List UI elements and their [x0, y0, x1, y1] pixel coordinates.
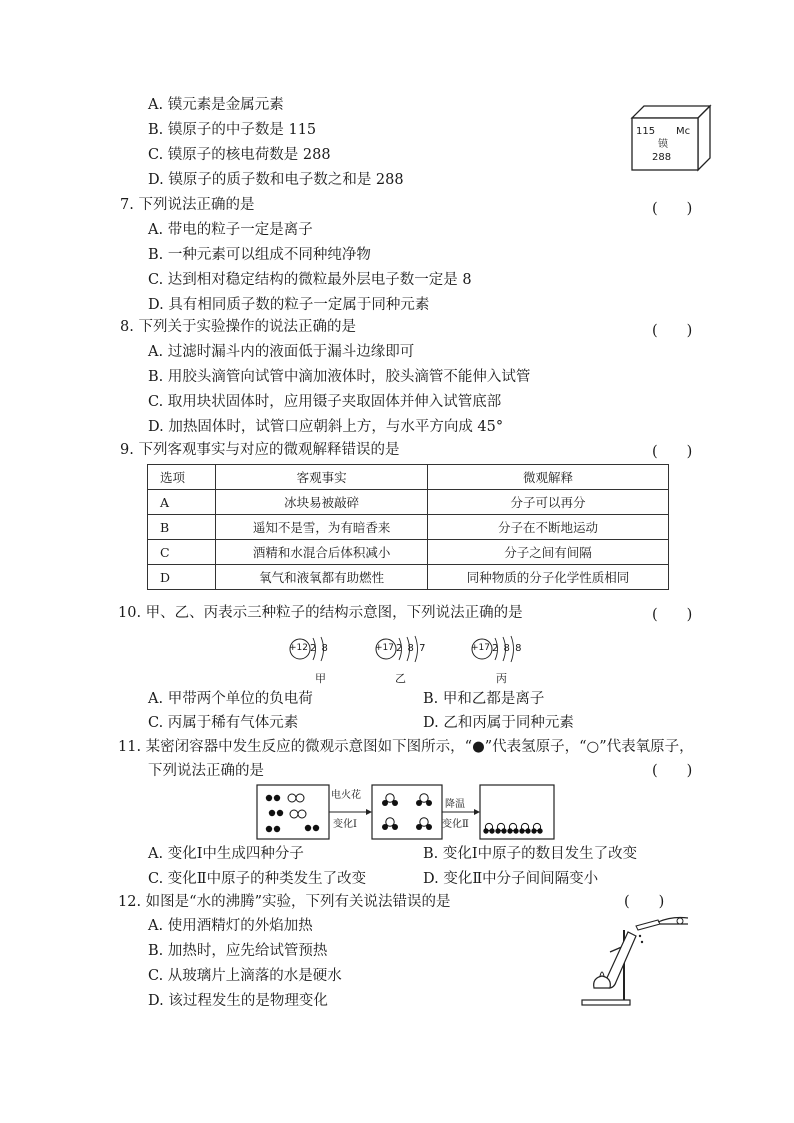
q9-answer-bracket: ( ): [652, 444, 693, 460]
table-cell-fact: 氧气和液氧都有助燃性: [216, 565, 428, 590]
q6-option-a: A. 镆元素是金属元素: [148, 97, 284, 113]
q11-answer-bracket: ( ): [652, 763, 693, 779]
table-cell-option: A: [148, 490, 216, 515]
table-cell-explanation: 分子之间有间隔: [428, 540, 669, 565]
q6-option-c: C. 镆原子的核电荷数是 288: [148, 147, 331, 163]
box-middle: [372, 785, 442, 839]
q7-answer-bracket: ( ): [652, 201, 693, 217]
atom-jia-shells: 2 8: [310, 643, 329, 654]
q11-option-c: C. 变化Ⅱ中原子的种类发生了改变: [148, 871, 367, 887]
table-cell-fact: 遥知不是雪，为有暗香来: [216, 515, 428, 540]
q7-stem: 7. 下列说法正确的是: [120, 197, 255, 213]
table-row: [148, 565, 669, 590]
q10-option-a: A. 甲带两个单位的负电荷: [148, 691, 313, 707]
q12-option-d: D. 该过程发生的是物理变化: [148, 993, 328, 1009]
atom-yi-shells: 2 8 7: [396, 643, 427, 654]
table-cell-fact: 酒精和水混合后体积减小: [216, 540, 428, 565]
table-cell-explanation: 分子在不断地运动: [428, 515, 669, 540]
q10-option-c: C. 丙属于稀有气体元素: [148, 715, 299, 731]
arrow2-top-label: 降温: [445, 799, 465, 810]
q8-stem: 8. 下列关于实验操作的说法正确的是: [120, 319, 356, 335]
q7-option-c: C. 达到相对稳定结构的微粒最外层电子数一定是 8: [148, 272, 472, 288]
atom-jia-nucleus: +12: [289, 643, 308, 653]
table-row: [148, 515, 669, 540]
atom-yi-nucleus: +17: [375, 643, 394, 653]
q7-option-a: A. 带电的粒子一定是离子: [148, 222, 313, 238]
table-header-option: 选项: [148, 465, 216, 490]
q9-stem: 9. 下列客观事实与对应的微观解释错误的是: [120, 442, 400, 458]
q6-option-b: B. 镆原子的中子数是 115: [148, 122, 317, 138]
q10-option-b: B. 甲和乙都是离子: [423, 691, 545, 707]
q11-option-a: A. 变化Ⅰ中生成四种分子: [148, 846, 304, 862]
table-cell-option: B: [148, 515, 216, 540]
element-mass: 288: [652, 152, 672, 163]
q9-table: [147, 464, 669, 590]
q11-option-d: D. 变化Ⅱ中分子间间隔变小: [423, 871, 599, 887]
q10-option-d: D. 乙和丙属于同种元素: [423, 715, 574, 731]
table-cell-option: C: [148, 540, 216, 565]
q10-answer-bracket: ( ): [652, 607, 693, 623]
q12-stem: 12. 如图是“水的沸腾”实验，下列有关说法错误的是: [118, 894, 451, 910]
table-cell-explanation: 同种物质的分子化学性质相同: [428, 565, 669, 590]
table-row: [148, 490, 669, 515]
q12-answer-bracket: ( ): [624, 894, 665, 910]
q11-stem-line1: 11. 某密闭容器中发生反应的微观示意图如下图所示，“●”代表氢原子，“○”代表氧原子，: [118, 739, 694, 755]
table-cell-fact: 冰块易被敲碎: [216, 490, 428, 515]
arrow1-bottom-label: 变化Ⅰ: [333, 819, 357, 830]
q7-option-d: D. 具有相同质子数的粒子一定属于同种元素: [148, 297, 430, 313]
arrow2-bottom-label: 变化Ⅱ: [442, 819, 469, 830]
atom-jia-label: 甲: [315, 672, 326, 685]
table-header-fact: 客观事实: [216, 465, 428, 490]
table-row: [148, 540, 669, 565]
arrow1-top-label: 电火花: [331, 790, 361, 801]
q11-option-b: B. 变化Ⅰ中原子的数目发生了改变: [423, 846, 638, 862]
q11-stem-line2: 下列说法正确的是: [148, 763, 264, 779]
reaction-diagram: [256, 784, 556, 840]
atom-yi-label: 乙: [395, 672, 406, 685]
table-cell-explanation: 分子可以再分: [428, 490, 669, 515]
q10-stem: 10. 甲、乙、丙表示三种粒子的结构示意图，下列说法正确的是: [118, 605, 523, 621]
q8-option-b: B. 用胶头滴管向试管中滴加液体时，胶头滴管不能伸入试管: [148, 369, 531, 385]
table-header-explanation: 微观解释: [428, 465, 669, 490]
atom-bing-nucleus: +17: [471, 643, 490, 653]
q12-option-b: B. 加热时，应先给试管预热: [148, 943, 328, 959]
q8-answer-bracket: ( ): [652, 323, 693, 339]
element-tile-mc: [630, 104, 710, 170]
element-number: 115: [636, 126, 656, 137]
q8-option-a: A. 过滤时漏斗内的液面低于漏斗边缘即可: [148, 344, 415, 360]
q8-option-c: C. 取用块状固体时，应用镊子夹取固体并伸入试管底部: [148, 394, 502, 410]
q12-option-c: C. 从玻璃片上滴落的水是硬水: [148, 968, 342, 984]
q12-option-a: A. 使用酒精灯的外焰加热: [148, 918, 313, 934]
q6-option-d: D. 镆原子的质子数和电子数之和是 288: [148, 172, 404, 188]
table-cell-option: D: [148, 565, 216, 590]
q8-option-d: D. 加热固体时，试管口应朝斜上方，与水平方向成 45°: [148, 419, 504, 435]
table-header-row: [148, 465, 669, 490]
atom-bing-label: 丙: [496, 672, 507, 685]
boiling-apparatus-illustration: [576, 910, 692, 1010]
q7-option-b: B. 一种元素可以组成不同种纯净物: [148, 247, 371, 263]
element-name: 镆: [658, 139, 668, 150]
element-symbol: Mc: [676, 126, 691, 137]
atom-bing-shells: 2 8 8: [492, 643, 523, 654]
